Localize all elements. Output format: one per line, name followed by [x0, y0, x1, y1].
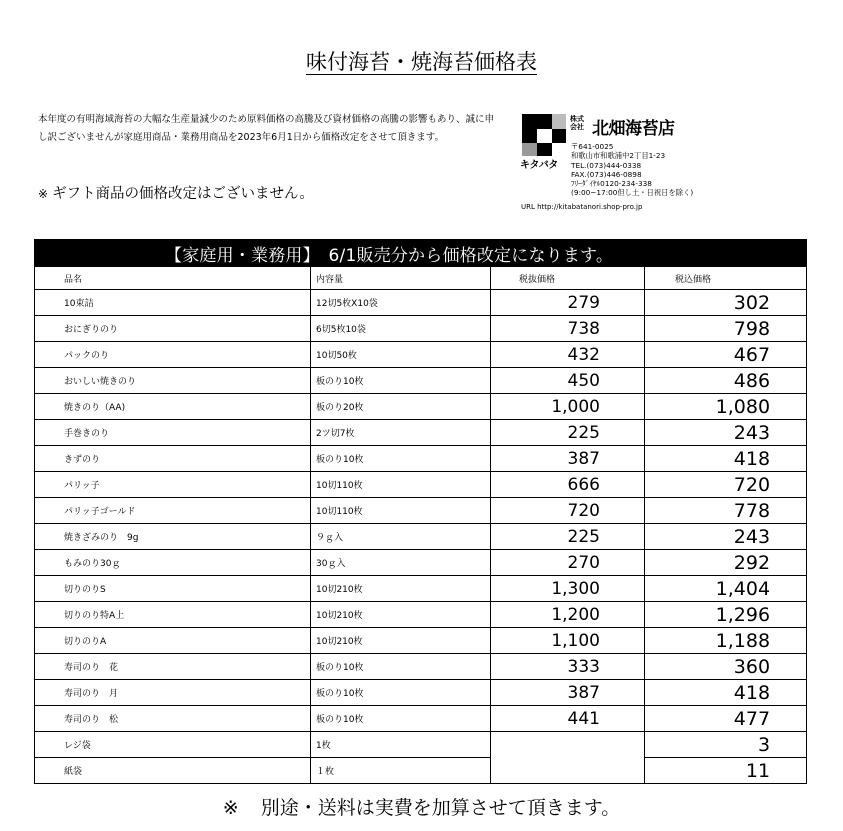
page-title: 味付海苔・焼海苔価格表: [306, 50, 537, 74]
item-name: 10束詰: [35, 290, 311, 316]
item-quantity: 板のり10枚: [311, 446, 491, 472]
item-quantity: 12切5枚X10袋: [311, 290, 491, 316]
gift-note: [38, 182, 314, 203]
item-name: きずのり: [35, 446, 311, 472]
item-name: 寿司のり 松: [35, 706, 311, 732]
price-ex-tax: 387: [491, 680, 645, 706]
item-name: 切りのりS: [35, 576, 311, 602]
item-quantity: 10切210枚: [311, 628, 491, 654]
price-ex-tax: 1,200: [491, 602, 645, 628]
price-ex-tax: 738: [491, 316, 645, 342]
note-mark: ※: [222, 797, 239, 819]
item-name: 焼きのり（AA): [35, 394, 311, 420]
item-quantity: 板のり10枚: [311, 368, 491, 394]
company-type: 株式会社: [570, 115, 584, 131]
table-row: [35, 706, 807, 732]
table-header-row: [35, 267, 807, 290]
item-quantity: 30ｇ入: [311, 550, 491, 576]
price-in-tax: 720: [645, 472, 807, 498]
header-price-in-tax: 税込価格: [645, 267, 807, 290]
table-banner: 【家庭用・業務用】 6/1販売分から価格改定になります。: [35, 240, 807, 267]
price-in-tax: 3: [645, 732, 807, 758]
price-in-tax: 1,296: [645, 602, 807, 628]
note-mark: ※: [38, 187, 49, 201]
table-row: [35, 680, 807, 706]
item-quantity: 板のり20枚: [311, 394, 491, 420]
price-ex-tax: 225: [491, 524, 645, 550]
price-in-tax: 1,404: [645, 576, 807, 602]
item-quantity: 10切210枚: [311, 576, 491, 602]
price-ex-tax: 1,000: [491, 394, 645, 420]
header-price-ex-tax: 税抜価格: [491, 267, 645, 290]
item-name: 寿司のり 月: [35, 680, 311, 706]
item-quantity: 10切50枚: [311, 342, 491, 368]
table-row: [35, 472, 807, 498]
item-name: 紙袋: [35, 758, 311, 784]
intro-text: 本年度の有明海域海苔の大幅な生産量減少のため原料価格の高騰及び資材価格の高騰の影響もあり、誠に申し訳ございませんが家庭用商品・業務用商品を2023年6月1日から価格改定をさせて頂きます。: [38, 114, 495, 143]
table-row: [35, 342, 807, 368]
item-name: 切りのり特A上: [35, 602, 311, 628]
item-name: パリッ子ゴールド: [35, 498, 311, 524]
price-in-tax: 360: [645, 654, 807, 680]
table-row: [35, 524, 807, 550]
item-name: パックのり: [35, 342, 311, 368]
item-quantity: ９ｇ入: [311, 524, 491, 550]
item-quantity: 6切5枚10袋: [311, 316, 491, 342]
item-name: 手巻きのり: [35, 420, 311, 446]
item-name: おにぎりのり: [35, 316, 311, 342]
header-quantity: 内容量: [311, 267, 491, 290]
price-ex-tax: 270: [491, 550, 645, 576]
checker-logo-icon: [522, 114, 568, 158]
table-row: [35, 602, 807, 628]
company-address: 〒641-0025 和歌山市和歌浦中2丁目1-23 TEL.(073)444-0338 FAX.(073)446-0898 ﾌﾘｰﾀﾞｲﾔﾙ0120-234-338 (9:00~17:00但し土・日祝日を除く): [571, 142, 694, 198]
table-row: [35, 420, 807, 446]
item-name: 焼きざみのり 9g: [35, 524, 311, 550]
item-quantity: 1枚: [311, 732, 491, 758]
price-in-tax: 418: [645, 446, 807, 472]
item-quantity: 板のり10枚: [311, 654, 491, 680]
price-ex-tax-empty: [491, 732, 645, 784]
price-ex-tax: 666: [491, 472, 645, 498]
price-in-tax: 292: [645, 550, 807, 576]
price-in-tax: 798: [645, 316, 807, 342]
price-ex-tax: 450: [491, 368, 645, 394]
item-quantity: 10切110枚: [311, 472, 491, 498]
item-quantity: 板のり10枚: [311, 680, 491, 706]
price-in-tax: 418: [645, 680, 807, 706]
item-name: レジ袋: [35, 732, 311, 758]
price-in-tax: 1,080: [645, 394, 807, 420]
price-ex-tax: 720: [491, 498, 645, 524]
price-ex-tax: 441: [491, 706, 645, 732]
item-name: 寿司のり 花: [35, 654, 311, 680]
price-in-tax: 467: [645, 342, 807, 368]
price-in-tax: 1,188: [645, 628, 807, 654]
company-name: 北畑海苔店: [592, 119, 675, 139]
table-row-bag: [35, 758, 807, 784]
item-name: パリッ子: [35, 472, 311, 498]
item-name: おいしい焼きのり: [35, 368, 311, 394]
price-table: [34, 239, 807, 784]
table-row-bag: [35, 732, 807, 758]
footer-note-text: 別途・送料は実費を加算させて頂きます。: [260, 797, 621, 819]
table-row: [35, 498, 807, 524]
brand-kana: キタバタ: [520, 160, 558, 171]
price-ex-tax: 432: [491, 342, 645, 368]
price-ex-tax: 333: [491, 654, 645, 680]
item-quantity: 10切110枚: [311, 498, 491, 524]
table-row: [35, 576, 807, 602]
company-url: URL http://kitabatanori.shop-pro.jp: [521, 203, 643, 211]
price-in-tax: 302: [645, 290, 807, 316]
price-in-tax: 243: [645, 524, 807, 550]
price-ex-tax: 279: [491, 290, 645, 316]
header-item-name: 品名: [35, 267, 311, 290]
table-row: [35, 550, 807, 576]
table-row: [35, 316, 807, 342]
price-ex-tax: 225: [491, 420, 645, 446]
price-ex-tax: 1,300: [491, 576, 645, 602]
price-in-tax: 11: [645, 758, 807, 784]
table-row: [35, 290, 807, 316]
item-name: 切りのりA: [35, 628, 311, 654]
price-in-tax: 778: [645, 498, 807, 524]
item-name: もみのり30ｇ: [35, 550, 311, 576]
company-logo-block: [520, 110, 720, 216]
gift-note-text: ギフト商品の価格改定はございません。: [52, 186, 314, 202]
table-row: [35, 368, 807, 394]
table-row: [35, 394, 807, 420]
item-quantity: 2ツ切7枚: [311, 420, 491, 446]
price-ex-tax: 387: [491, 446, 645, 472]
price-ex-tax: 1,100: [491, 628, 645, 654]
table-row: [35, 654, 807, 680]
price-in-tax: 486: [645, 368, 807, 394]
price-in-tax: 477: [645, 706, 807, 732]
footer-note: [0, 793, 843, 820]
table-row: [35, 446, 807, 472]
table-row: [35, 628, 807, 654]
price-in-tax: 243: [645, 420, 807, 446]
item-quantity: 板のり10枚: [311, 706, 491, 732]
item-quantity: 10切210枚: [311, 602, 491, 628]
item-quantity: １枚: [311, 758, 491, 784]
